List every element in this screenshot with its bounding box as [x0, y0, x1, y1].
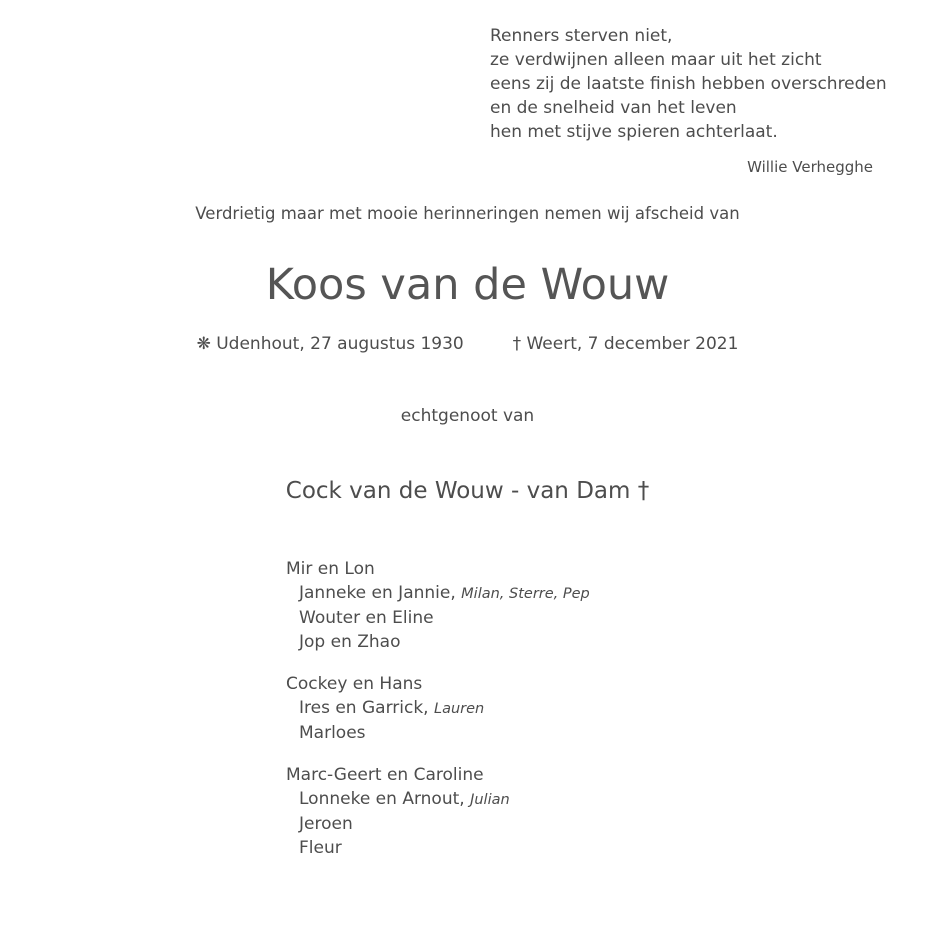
poem-line: en de snelheid van het leven — [490, 98, 737, 118]
family-group — [286, 763, 590, 860]
family-child — [286, 836, 590, 860]
family-child — [286, 787, 590, 812]
spouse-label: echtgenoot van — [400, 406, 535, 426]
poem-line: ze verdwijnen alleen maar uit het zicht — [490, 50, 822, 70]
grandchildren: Julian — [470, 792, 510, 808]
life-dates — [0, 334, 935, 354]
deceased-name: Koos van de Wouw — [265, 260, 670, 310]
grandchildren: Lauren — [433, 701, 485, 717]
poem — [490, 24, 887, 144]
spouse-name: Cock van de Wouw - van Dam † — [285, 478, 650, 504]
death-date: Weert, 7 december 2021 — [526, 334, 739, 354]
poem-line: eens zij de laatste finish hebben overschreden — [490, 74, 887, 94]
family-list — [286, 557, 590, 878]
grandchildren: Milan, Sterre, Pep — [461, 586, 590, 602]
family-group — [286, 672, 590, 745]
family-child — [286, 581, 590, 606]
birth-date: Udenhout, 27 augustus 1930 — [216, 334, 464, 354]
family-child — [286, 721, 590, 745]
family-group — [286, 557, 590, 654]
cross-icon: † — [512, 334, 522, 354]
child-name: Fleur — [299, 838, 342, 858]
family-head: Cockey en Hans — [286, 674, 423, 694]
poem-line: hen met stijve spieren achterlaat. — [490, 122, 778, 142]
poem-line: Renners sterven niet, — [490, 26, 673, 46]
child-name: Jop en Zhao — [299, 632, 401, 652]
child-name: Wouter en Eline — [299, 608, 434, 628]
intro-text: Verdrietig maar met mooie herinneringen nemen wij afscheid van — [195, 204, 740, 223]
family-head: Marc-Geert en Caroline — [286, 765, 484, 785]
family-child — [286, 606, 590, 630]
birth-icon: ❋ — [196, 334, 211, 354]
child-name: Marloes — [299, 723, 366, 743]
family-head: Mir en Lon — [286, 559, 375, 579]
poem-author: Willie Verhegghe — [747, 158, 873, 176]
family-child — [286, 630, 590, 654]
child-name: Jeroen — [299, 814, 353, 834]
family-child — [286, 696, 590, 721]
child-name: Lonneke en Arnout, — [299, 789, 465, 809]
child-name: Janneke en Jannie, — [299, 583, 456, 603]
family-child — [286, 812, 590, 836]
child-name: Ires en Garrick, — [299, 698, 429, 718]
